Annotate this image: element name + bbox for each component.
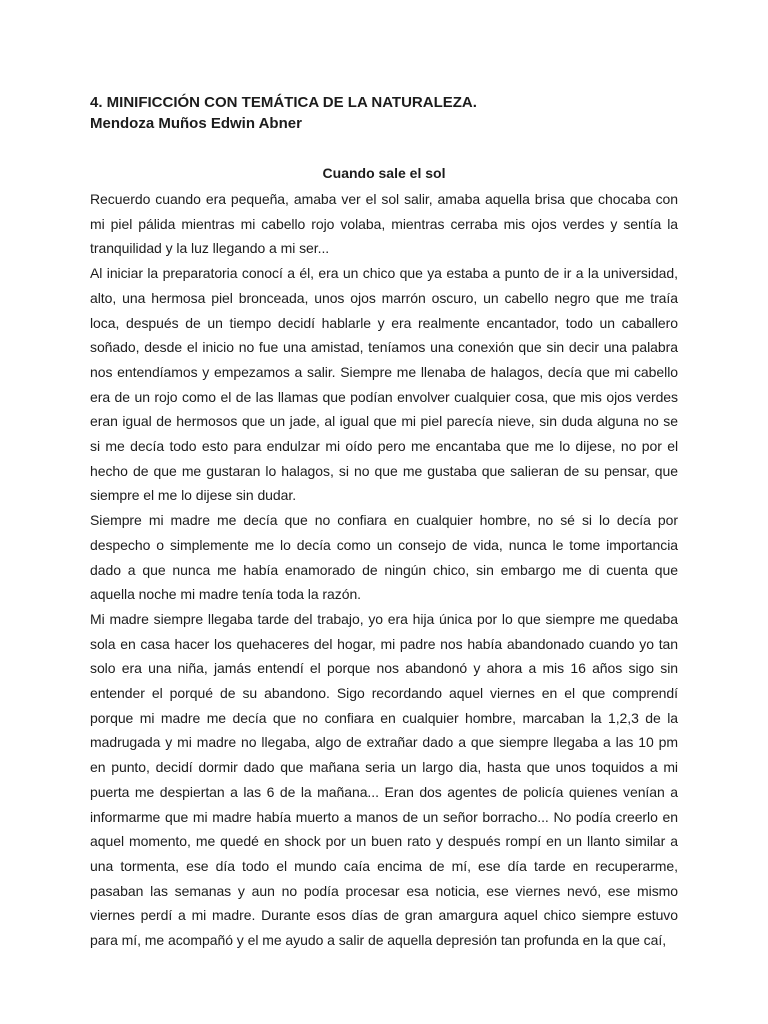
author-name: Mendoza Muños Edwin Abner <box>90 115 302 132</box>
document-page <box>90 92 678 953</box>
section-heading: 4. MINIFICCIÓN CON TEMÁTICA DE LA NATURALEZA. <box>90 94 477 111</box>
paragraph-1: Recuerdo cuando era pequeña, amaba ver el sol salir, amaba aquella brisa que chocaba con mi piel pálida mientras mi cabello rojo volaba, mientras cerraba mis ojos verdes y sentía la tranquilidad y la luz llegando a mi ser... <box>90 191 678 257</box>
paragraph-3: Siempre mi madre me decía que no confiara en cualquier hombre, no sé si lo decía por despecho o simplemente me lo decía como un consejo de vida, nunca le tome importancia dado a que nunca me había enamorado de ningún chico, sin embargo me di cuenta que aquella noche mi madre tenía toda la razón. <box>90 512 678 603</box>
paragraph-2: Al iniciar la preparatoria conocí a él, era un chico que ya estaba a punto de ir a la universidad, alto, una hermosa piel bronceada, unos ojos marrón oscuro, un cabello negro que me traía loca, después de un tiempo decidí hablarle y era realmente encantador, todo un caballero soñado, desde el inicio no fue una amistad, teníamos una conexión que sin decir una palabra nos entendíamos y empezamos a salir. Siempre me llenaba de halagos, decía que mi cabello era de un rojo como el de las llamas que podían envolver cualquier cosa, que mis ojos verdes eran igual de hermosos que un jade, al igual que mi piel parecía nieve, sin duda alguna no se si me decía todo esto para endulzar mi oído pero me encantaba que me lo dijese, no por el hecho de que me gustaran lo halagos, si no que me gustaba que salieran de su pensar, que siempre el me lo dijese sin dudar. <box>90 265 678 504</box>
paragraph-4: Mi madre siempre llegaba tarde del trabajo, yo era hija única por lo que siempre me quedaba sola en casa hacer los quehaceres del hogar, mi padre nos había abandonado cuando yo tan solo era una niña, jamás entendí el porque nos abandonó y ahora a mis 16 años sigo sin entender el porqué de su abandono. Sigo recordando aquel viernes en el que comprendí porque mi madre me decía que no confiara en cualquier hombre, marcaban la 1,2,3 de la madrugada y mi madre no llegaba, algo de extrañar dado a que siempre llegaba a las 10 pm en punto, decidí dormir dado que mañana seria un largo dia, hasta que unos toquidos a mi puerta me despiertan a las 6 de la mañana... Eran dos agentes de policía quienes venían a informarme que mi madre había muerto a manos de un señor borracho... No podía creerlo en aquel momento, me quedé en shock por un buen rato y después rompí en un llanto similar a una tormenta, ese día todo el mundo caía encima de mí, ese día tarde en recuperarme, pasaban las semanas y aun no podía procesar esa noticia, ese viernes nevó, ese mismo viernes perdí a mi madre. Durante esos días de gran amargura aquel chico siempre estuvo para mí, me acompañó y el me ayudo a salir de aquella depresión tan profunda en la que caí, <box>90 610 678 949</box>
story-title: Cuando sale el sol <box>322 165 446 181</box>
